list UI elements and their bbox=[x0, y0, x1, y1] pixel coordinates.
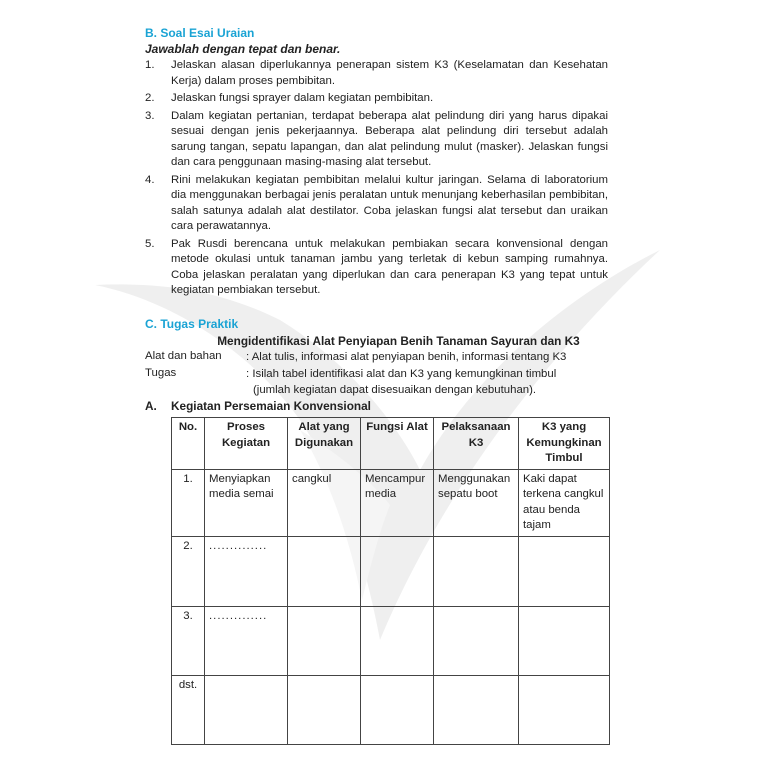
section-b-heading: B. Soal Esai Uraian bbox=[145, 26, 255, 40]
table-header: Alat yang Digunakan bbox=[288, 418, 361, 470]
table-cell bbox=[205, 675, 288, 744]
table-cell: Mencampur media bbox=[361, 469, 434, 536]
table-cell bbox=[434, 536, 519, 606]
table-row bbox=[172, 469, 610, 536]
table-header: Pelaksanaan K3 bbox=[434, 418, 519, 470]
table-cell bbox=[288, 675, 361, 744]
tugas-label: Tugas bbox=[145, 367, 177, 379]
table-cell: dst. bbox=[172, 675, 205, 744]
table-cell bbox=[519, 675, 610, 744]
table-cell: 3. bbox=[172, 606, 205, 675]
table-cell bbox=[519, 606, 610, 675]
table-row bbox=[172, 606, 610, 675]
table-header: Proses Kegiatan bbox=[205, 418, 288, 470]
table-cell: .............. bbox=[205, 536, 288, 606]
question-item: 1. Jelaskan alasan diperlukannya penerapan sistem K3 (Keselamatan dan Kesehatan Kerja) dalam proses pembibitan. bbox=[145, 59, 608, 87]
section-c-heading: C. Tugas Praktik bbox=[145, 317, 239, 331]
tugas-value: : Isilah tabel identifikasi alat dan K3 yang kemungkinan timbul (jumlah kegiatan dapat disesuaikan dengan kebutuhan). bbox=[246, 368, 557, 396]
table-cell bbox=[361, 606, 434, 675]
alat-label: Alat dan bahan bbox=[145, 350, 222, 362]
table-cell bbox=[361, 675, 434, 744]
table-cell bbox=[361, 536, 434, 606]
table-header: K3 yang Kemungkinan Timbul bbox=[519, 418, 610, 470]
table-header: Fungsi Alat bbox=[361, 418, 434, 470]
table-cell: cangkul bbox=[288, 469, 361, 536]
table-cell: 1. bbox=[172, 469, 205, 536]
question-item: 5. Pak Rusdi berencana untuk melakukan pembiakan secara konvensional dengan metode okulasi untuk tanaman jambu yang terletak di kebun samping rumahnya. Coba jelaskan peralatan yang diperlukan dan cara penerapan K3 yang tepat untuk kegiatan pembiakan tersebut. bbox=[145, 237, 608, 296]
table-cell: Menggunakan sepatu boot bbox=[434, 469, 519, 536]
question-item: 2. Jelaskan fungsi sprayer dalam kegiatan pembibitan. bbox=[145, 92, 434, 104]
question-list bbox=[145, 58, 608, 301]
task-title: Mengidentifikasi Alat Penyiapan Benih Tanaman Sayuran dan K3 bbox=[217, 334, 580, 348]
table-cell bbox=[434, 606, 519, 675]
table-row bbox=[172, 675, 610, 744]
table-cell: .............. bbox=[205, 606, 288, 675]
table-cell bbox=[434, 675, 519, 744]
k3-table bbox=[171, 417, 610, 745]
table-cell bbox=[288, 536, 361, 606]
section-b-instruction: Jawablah dengan tepat dan benar. bbox=[145, 42, 341, 56]
table-cell: Menyiapkan media semai bbox=[205, 469, 288, 536]
question-item: 4. Rini melakukan kegiatan pembibitan melalui kultur jaringan. Selama di laboratorium dia menggunakan berbagai jenis peralatan untuk menunjang keberhasilan pembibitan, salah satunya adalah alat destilator. Coba jelaskan fungsi alat tersebut dan uraikan cara perawatannya. bbox=[145, 173, 608, 232]
question-item: 3. Dalam kegiatan pertanian, terdapat beberapa alat pelindung diri yang harus dipakai sesuai dengan jenis pekerjaannya. Beberapa alat pelindung diri tersebut adalah sarung tangan, sepatu lapangan, dan alat pelindung mulut (masker). Jelaskan fungsi dan cara penggunaan masing-masing alat tersebut. bbox=[145, 109, 608, 168]
table-cell: 2. bbox=[172, 536, 205, 606]
table-header: No. bbox=[172, 418, 205, 470]
alat-value: : Alat tulis, informasi alat penyiapan benih, informasi tentang K3 bbox=[246, 351, 567, 363]
table-row bbox=[172, 536, 610, 606]
table-cell bbox=[519, 536, 610, 606]
table-cell bbox=[288, 606, 361, 675]
section-a-title: A. Kegiatan Persemaian Konvensional bbox=[145, 399, 371, 413]
table-cell: Kaki dapat terkena cangkul atau benda tajam bbox=[519, 469, 610, 536]
